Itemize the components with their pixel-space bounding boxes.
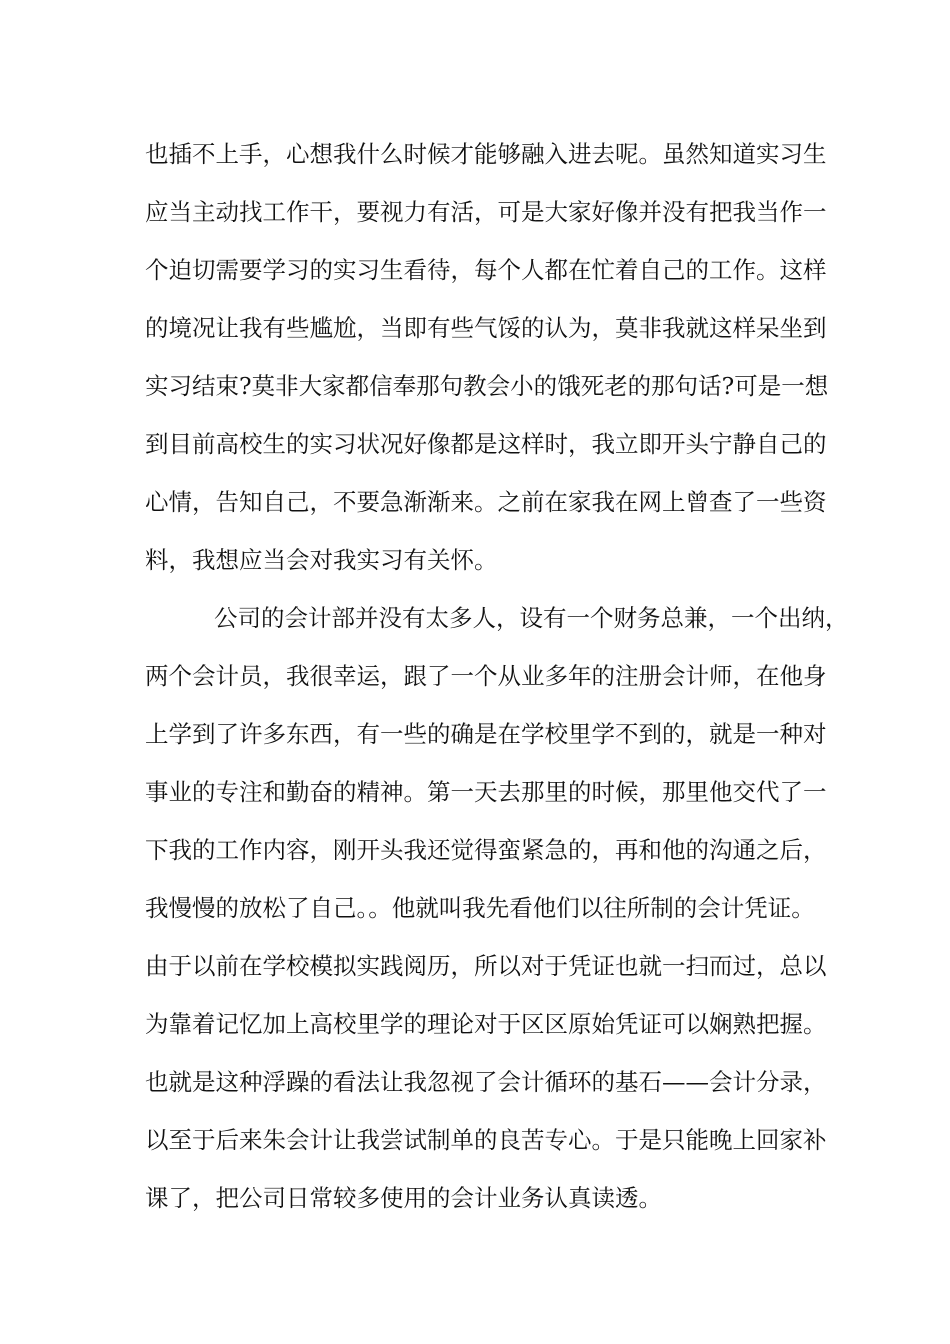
text-line: 个迫切需要学习的实习生看待，每个人都在忙着自己的工作。这样 <box>145 256 827 284</box>
text-line: 为靠着记忆加上高校里学的理论对于区区原始凭证可以娴熟把握。 <box>145 1010 827 1038</box>
text-line: 课了，把公司日常较多使用的会计业务认真读透。 <box>145 1184 662 1212</box>
text-line: 以至于后来朱会计让我尝试制单的良苦专心。于是只能晚上回家补 <box>145 1126 827 1154</box>
text-line: 公司的会计部并没有太多人，设有一个财务总兼，一个出纳， <box>214 604 849 632</box>
text-line: 下我的工作内容，刚开头我还觉得蛮紧急的，再和他的沟通之后， <box>145 836 827 864</box>
text-line: 两个会计员，我很幸运，跟了一个从业多年的注册会计师，在他身 <box>145 662 827 690</box>
text-line: 实习结束?莫非大家都信奉那句教会小的饿死老的那句话?可是一想 <box>145 372 829 400</box>
text-line: 心情，告知自己，不要急渐渐来。之前在家我在网上曾查了一些资 <box>145 488 827 516</box>
text-line: 也就是这种浮躁的看法让我忽视了会计循环的基石——会计分录， <box>145 1068 827 1096</box>
text-line: 上学到了许多东西，有一些的确是在学校里学不到的，就是一种对 <box>145 720 827 748</box>
text-line: 料，我想应当会对我实习有关怀。 <box>145 546 498 574</box>
text-line: 我慢慢的放松了自己。。他就叫我先看他们以往所制的会计凭证。 <box>145 894 815 922</box>
text-line: 也插不上手，心想我什么时候才能够融入进去呢。虽然知道实习生 <box>145 140 827 168</box>
text-line: 由于以前在学校模拟实践阅历，所以对于凭证也就一扫而过，总以 <box>145 952 827 980</box>
text-line: 应当主动找工作干，要视力有活，可是大家好像并没有把我当作一 <box>145 198 827 226</box>
text-line: 的境况让我有些尴尬，当即有些气馁的认为，莫非我就这样呆坐到 <box>145 314 827 342</box>
text-line: 事业的专注和勤奋的精神。第一天去那里的时候，那里他交代了一 <box>145 778 827 806</box>
text-line: 到目前高校生的实习状况好像都是这样时，我立即开头宁静自己的 <box>145 430 827 458</box>
